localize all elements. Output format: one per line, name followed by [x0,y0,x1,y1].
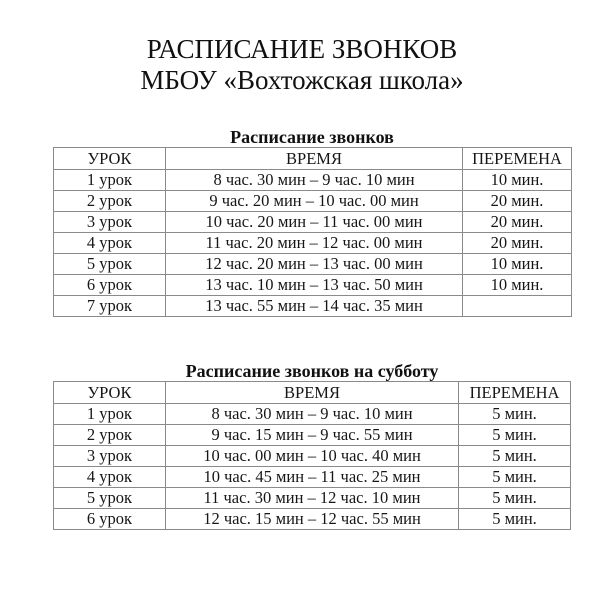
time-cell: 10 час. 20 мин – 11 час. 00 мин [166,212,463,233]
time-cell: 13 час. 10 мин – 13 час. 50 мин [166,275,463,296]
school-name: МБОУ «Вохтожская школа» [140,65,464,95]
lesson-cell: 1 урок [54,170,166,191]
table-header-row [54,148,572,170]
document-title: РАСПИСАНИЕ ЗВОНКОВ [146,34,458,64]
saturday-schedule-caption: Расписание звонков на субботу [185,361,439,381]
table-row [54,254,572,275]
header-lesson: УРОК [54,148,166,170]
time-cell: 11 час. 20 мин – 12 час. 00 мин [166,233,463,254]
break-cell: 10 мин. [463,254,572,275]
break-cell: 10 мин. [463,170,572,191]
break-cell: 20 мин. [463,191,572,212]
table-row [54,170,572,191]
lesson-cell: 7 урок [54,296,166,317]
table-row [54,509,571,530]
break-cell: 5 мин. [459,404,571,425]
header-break: ПЕРЕМЕНА [463,148,572,170]
table-row [54,233,572,254]
time-cell: 12 час. 15 мин – 12 час. 55 мин [166,509,459,530]
break-cell: 5 мин. [459,509,571,530]
break-cell: 5 мин. [459,467,571,488]
time-cell: 12 час. 20 мин – 13 час. 00 мин [166,254,463,275]
lesson-cell: 4 урок [54,467,166,488]
lesson-cell: 3 урок [54,446,166,467]
table-row [54,296,572,317]
table-row [54,191,572,212]
lesson-cell: 2 урок [54,191,166,212]
header-break: ПЕРЕМЕНА [459,382,571,404]
saturday-schedule-table [53,381,571,530]
lesson-cell: 4 урок [54,233,166,254]
header-time: ВРЕМЯ [166,148,463,170]
header-time: ВРЕМЯ [166,382,459,404]
break-cell [463,296,572,317]
break-cell: 20 мин. [463,233,572,254]
time-cell: 10 час. 00 мин – 10 час. 40 мин [166,446,459,467]
table-row [54,212,572,233]
break-cell: 5 мин. [459,425,571,446]
lesson-cell: 3 урок [54,212,166,233]
time-cell: 9 час. 15 мин – 9 час. 55 мин [166,425,459,446]
lesson-cell: 6 урок [54,275,166,296]
time-cell: 11 час. 30 мин – 12 час. 10 мин [166,488,459,509]
break-cell: 20 мин. [463,212,572,233]
lesson-cell: 6 урок [54,509,166,530]
time-cell: 13 час. 55 мин – 14 час. 35 мин [166,296,463,317]
lesson-cell: 2 урок [54,425,166,446]
weekday-schedule-caption: Расписание звонков [230,127,394,147]
weekday-schedule-table [53,147,572,317]
time-cell: 8 час. 30 мин – 9 час. 10 мин [166,404,459,425]
time-cell: 9 час. 20 мин – 10 час. 00 мин [166,191,463,212]
lesson-cell: 1 урок [54,404,166,425]
table-row [54,488,571,509]
time-cell: 10 час. 45 мин – 11 час. 25 мин [166,467,459,488]
table-row [54,275,572,296]
header-lesson: УРОК [54,382,166,404]
table-row [54,425,571,446]
table-header-row [54,382,571,404]
break-cell: 10 мин. [463,275,572,296]
table-row [54,446,571,467]
lesson-cell: 5 урок [54,488,166,509]
table-row [54,404,571,425]
time-cell: 8 час. 30 мин – 9 час. 10 мин [166,170,463,191]
break-cell: 5 мин. [459,446,571,467]
table-row [54,467,571,488]
lesson-cell: 5 урок [54,254,166,275]
break-cell: 5 мин. [459,488,571,509]
